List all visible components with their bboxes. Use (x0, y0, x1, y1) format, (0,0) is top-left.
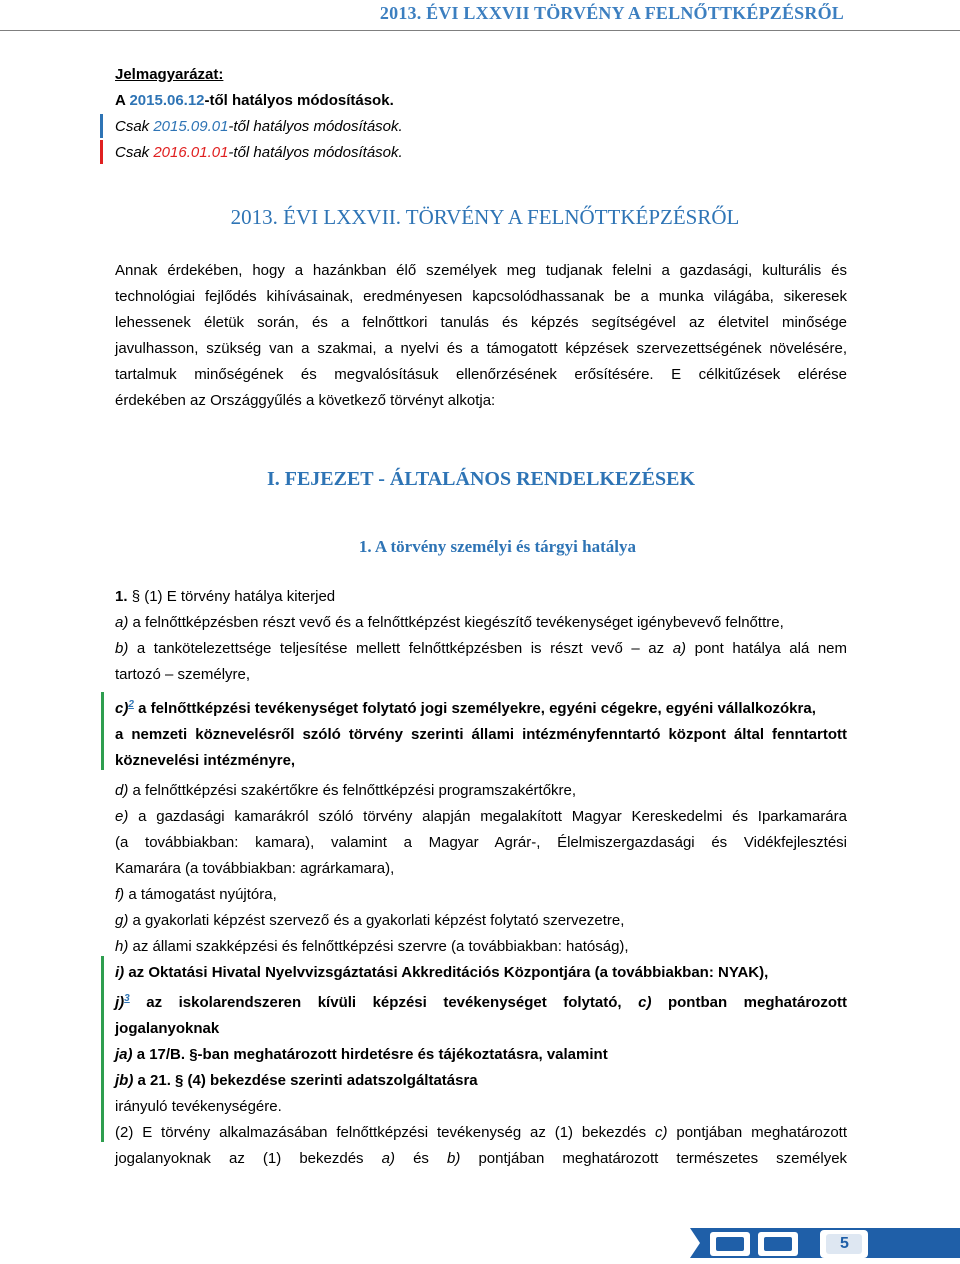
footnote-link[interactable]: 3 (124, 993, 130, 1004)
point-c-line-3: köznevelési intézményre, (115, 752, 296, 769)
point-d: d) a felnőttképzési szakértőkre és felnőttképzési programszakértőkre, (115, 782, 577, 799)
chapter-heading: I. FEJEZET - ÁLTALÁNOS RENDELKEZÉSEK (266, 468, 696, 490)
point-j-line-2: jogalanyoknak (115, 1020, 220, 1037)
preamble-line: technológiai fejlődés kihívásainak, eredményesen kapcsolódhassanak be a munka világába, sikeresek (115, 288, 847, 305)
point-j-tail: irányuló tevékenységére. (115, 1098, 282, 1115)
header-title: 2013. ÉVI LXXVII TÖRVÉNY A FELNŐTTKÉPZÉSRŐL (379, 3, 844, 23)
change-bar (101, 956, 104, 1142)
legend-title: Jelmagyarázat: (115, 66, 224, 83)
paragraph-2: (2) E törvény alkalmazásában felnőttképzési tevékenység az (1) bekezdés c) pontjában meghatározott (115, 1124, 848, 1141)
paragraph-1-intro: 1. § (1) E törvény hatálya kiterjed (115, 588, 336, 605)
point-b: b) a tankötelezettsége teljesítése mellett felnőttképzésben is részt vevő – az a) pont hatálya alá nem (115, 640, 848, 657)
page-number: 5 (840, 1235, 849, 1252)
point-c-line-2: a nemzeti köznevelésről szóló törvény szerinti állami intézményfenntartó központ által fenntartott (115, 726, 847, 743)
point-c: c)$^2$ a felnőttképzési tevékenységet folytató jogi személyekre, egyéni cégekre, egyéni vállalkozókra, (115, 692, 847, 722)
legend-line-1: A 2015.06.12-től hatályos módosítások. (115, 92, 394, 109)
point-b-cont: tartozó – személyre, (115, 666, 251, 683)
page-header (0, 0, 960, 31)
point-e-line-3: Kamarára (a továbbiakban: agrárkamara), (115, 860, 395, 877)
main-title: 2013. ÉVI LXXVII. TÖRVÉNY A FELNŐTTKÉPZÉSRŐL (230, 205, 740, 229)
point-e-line-2: (a továbbiakban: kamara), valamint a Magyar Agrár-, Élelmiszergazdasági és Vidékfejlesztési (115, 834, 847, 851)
point-i: i) az Oktatási Hivatal Nyelvvizsgáztatási Akkreditációs Központjára (a továbbiakban: NYAK), (115, 960, 847, 986)
point-jb: jb) a 21. § (4) bekezdése szerinti adatszolgáltatásra (115, 1072, 478, 1089)
paragraph-2-line-2: jogalanyoknak az (1) bekezdés a) és b) pontjában meghatározott természetes személyek (115, 1150, 848, 1167)
point-h: h) az állami szakképzési és felnőttképzési szervre (a továbbiakban: hatóság), (115, 938, 629, 955)
preamble (115, 258, 847, 414)
preamble-last-line: érdekében az Országgyűlés a következő törvényt alkotja: (115, 392, 496, 409)
point-a: a) a felnőttképzésben részt vevő és a felnőttképzést kiegészítő tevékenységet igénybevevő felnőttre, (115, 614, 784, 631)
legend-blue-bar (100, 114, 103, 138)
legend-line-3: Csak 2016.01.01-től hatályos módosítások. (115, 144, 403, 161)
point-f: f) a támogatást nyújtóra, (115, 886, 277, 903)
point-g: g) a gyakorlati képzést szervező és a gyakorlati képzést folytató szervezetre, (115, 912, 625, 929)
footer-logo (0, 1218, 960, 1264)
preamble-line: Annak érdekében, hogy a hazánkban élő személyek meg tudjanak felelni a gazdasági, kulturális és (115, 262, 847, 279)
legend-red-bar (100, 140, 103, 164)
point-j: j)$^3$ az iskolarendszeren kívüli képzési tevékenységet folytató, c) pontban meghatározott (115, 993, 847, 1011)
legend-line-2: Csak 2015.09.01-től hatályos módosítások. (115, 118, 403, 135)
point-ja: ja) a 17/B. §-ban meghatározott hirdetésre és tájékoztatásra, valamint (115, 1046, 608, 1063)
preamble-line: lehessenek életük során, és a felnőttkori tanulás és képzés segítségével az életvitel minősége (115, 314, 847, 331)
legend (115, 62, 847, 166)
change-bar (101, 692, 104, 770)
point-e: e) a gazdasági kamarákról szóló törvény alapján megalakított Magyar Kereskedelmi és Iparkamarára (115, 808, 847, 825)
preamble-line: tartalmuk minőségének és megvalósításuk ellenőrzésének erősítésére. E célkitűzések elérése (115, 366, 847, 383)
law-body (115, 584, 847, 1172)
footnote-link[interactable]: 2 (128, 699, 134, 710)
preamble-line: javulhasson, szükség van a szakmai, a nyelvi és a támogatott képzések szervezettségének növelésére, (115, 340, 847, 357)
section-heading: 1. A törvény személyi és tárgyi hatálya (358, 537, 636, 556)
